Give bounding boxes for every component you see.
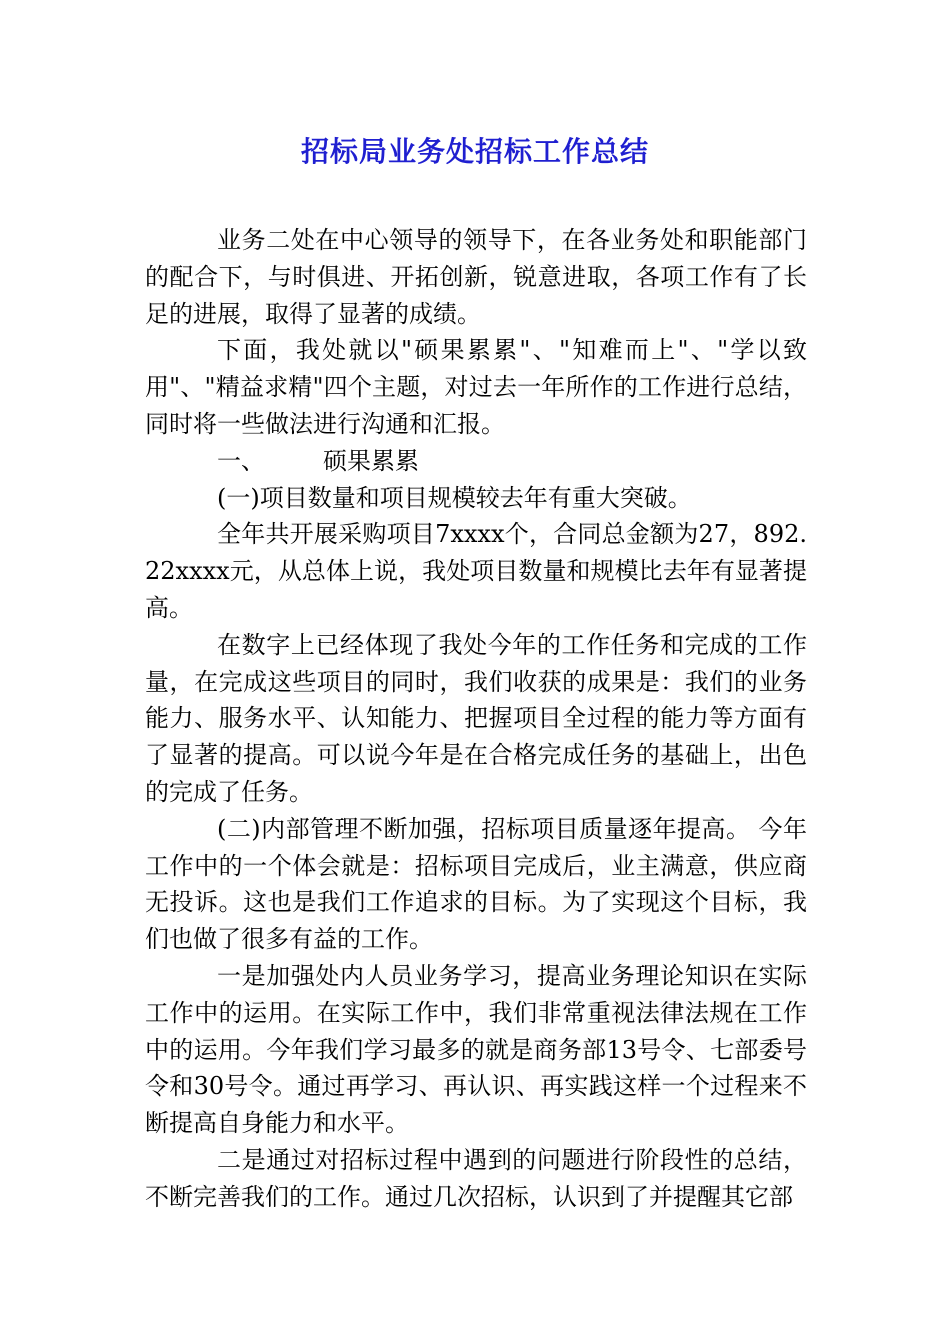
section-heading <box>145 443 807 480</box>
paragraph-point-1: 一是加强处内人员业务学习，提高业务理论知识在实际工作中的运用。在实际工作中，我们非常重视法律法规在工作中的运用。今年我们学习最多的就是商务部13号令、七部委号令和30号令。通过再学习、再认识、再实践这样一个过程来不断提高自身能力和水平。 <box>145 961 807 1138</box>
paragraph-management: (二)内部管理不断加强，招标项目质量逐年提高。 今年工作中的一个体会就是：招标项目完成后，业主满意，供应商无投诉。这也是我们工作追求的目标。为了实现这个目标，我们也做了很多有益的工作。 <box>145 814 807 954</box>
subheading-1: (一)项目数量和项目规模较去年有重大突破。 <box>217 483 692 512</box>
paragraph-overview: 下面，我处就以"硕果累累"、"知难而上"、"学以致用"、"精益求精"四个主题，对过去一年所作的工作进行总结，同时将一些做法进行沟通和汇报。 <box>145 336 807 438</box>
paragraph-intro: 业务二处在中心领导的领导下，在各业务处和职能部门的配合下，与时俱进、开拓创新，锐意进取，各项工作有了长足的进展，取得了显著的成绩。 <box>145 226 807 328</box>
paragraph-results: 在数字上已经体现了我处今年的工作任务和完成的工作量，在完成这些项目的同时，我们收获的成果是：我们的业务能力、服务水平、认知能力、把握项目全过程的能力等方面有了显著的提高。可以说今年是在合格完成任务的基础上，出色的完成了任务。 <box>145 630 807 806</box>
section-title: 硕果累累 <box>323 446 419 475</box>
document-title: 招标局业务处招标工作总结 <box>300 135 649 168</box>
document-body <box>145 222 807 1216</box>
section-number: 一、 <box>217 446 265 475</box>
paragraph-projects: 全年共开展采购项目7xxxx个，合同总金额为27，892.22xxxx元，从总体上说，我处项目数量和规模比去年有显著提高。 <box>145 520 807 622</box>
paragraph-point-2: 二是通过对招标过程中遇到的问题进行阶段性的总结，不断完善我们的工作。通过几次招标，认识到了并提醒其它部 <box>145 1145 807 1211</box>
